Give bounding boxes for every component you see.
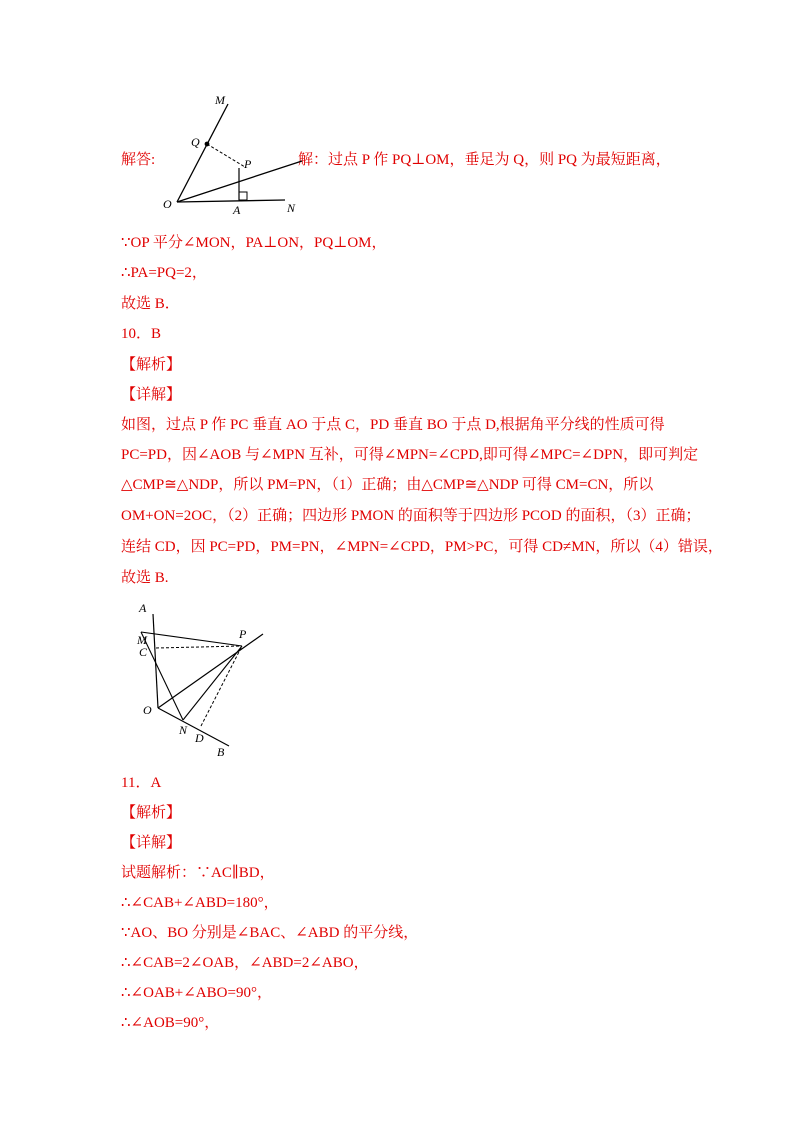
label-a: A bbox=[233, 203, 241, 217]
ray-oa bbox=[153, 614, 158, 708]
text-line: ∵AO、BO 分别是∠BAC、∠ABD 的平分线， bbox=[121, 925, 419, 941]
right-angle-mark bbox=[239, 192, 247, 200]
label-q: Q bbox=[191, 135, 200, 149]
text-line: 连结 CD，因 PC=PD，PM=PN，∠MPN=∠CPD，PM>PC，可得 CD≠MN，所以（4）错误， bbox=[121, 539, 723, 555]
ray-on bbox=[177, 200, 285, 202]
text-line: 试题解析：∵AC∥BD， bbox=[121, 865, 275, 881]
q11-number: 11．A bbox=[121, 775, 162, 791]
figure-quadrilateral bbox=[125, 598, 275, 763]
label-m: M bbox=[215, 93, 225, 107]
label-p: P bbox=[244, 157, 252, 171]
label-c: C bbox=[139, 645, 148, 659]
figure-quadrilateral-svg bbox=[125, 598, 275, 758]
text-line: ∴∠CAB=2∠OAB，∠ABD=2∠ABO， bbox=[121, 955, 369, 971]
segment-np bbox=[183, 646, 242, 720]
label-d: D bbox=[195, 731, 204, 745]
text-line: ∴PA=PQ=2， bbox=[121, 265, 207, 281]
text-line: ∴∠OAB+∠ABO=90°， bbox=[121, 985, 272, 1001]
q11-detail-tag: 【详解】 bbox=[121, 835, 182, 851]
label-p: P bbox=[239, 627, 247, 641]
label-o: O bbox=[143, 703, 152, 717]
label-n: N bbox=[179, 723, 188, 737]
text-line: 故选 B. bbox=[121, 570, 169, 586]
q10-detail-tag: 【详解】 bbox=[121, 387, 182, 403]
q10-number: 10．B bbox=[121, 326, 162, 342]
segment-pq bbox=[207, 144, 245, 167]
figure-angle-bisector-svg bbox=[155, 88, 315, 223]
ray-op bbox=[158, 634, 263, 708]
label-m: M bbox=[137, 633, 147, 647]
text-line: OM+ON=2OC，（2）正确；四边形 PMON 的面积等于四边形 PCOD 的面积，（3）正确； bbox=[121, 508, 701, 524]
text-line: 故选 B． bbox=[121, 296, 180, 312]
segment-cp bbox=[156, 646, 242, 648]
ray-ob bbox=[158, 708, 229, 746]
label-o: O bbox=[163, 197, 172, 211]
point-q bbox=[205, 142, 210, 147]
text-line: PC=PD，因∠AOB 与∠MPN 互补，可得∠MPN=∠CPD,即可得∠MPC=∠DPN，即可判定 bbox=[121, 447, 699, 463]
text-line: 如图，过点 P 作 PC 垂直 AO 于点 C，PD 垂直 BO 于点 D,根据角平分线的性质可得 bbox=[121, 417, 665, 433]
label-a: A bbox=[139, 601, 147, 615]
q10-analysis-tag: 【解析】 bbox=[121, 357, 182, 373]
text-line: ∴∠CAB+∠ABD=180°， bbox=[121, 895, 279, 911]
figure-angle-bisector bbox=[155, 88, 315, 228]
segment-mp bbox=[141, 632, 242, 646]
answer-text: 解：过点 P 作 PQ⊥OM，垂足为 Q，则 PQ 为最短距离， bbox=[298, 152, 671, 168]
label-b: B bbox=[217, 745, 225, 759]
text-line: △CMP≅△NDP，所以 PM=PN，（1）正确；由△CMP≅△NDP 可得 CM=CN，所以 bbox=[121, 477, 654, 493]
label-n: N bbox=[287, 201, 296, 215]
segment-dp bbox=[201, 646, 242, 726]
answer-label: 解答: bbox=[121, 152, 156, 168]
text-line: ∵OP 平分∠MON，PA⊥ON，PQ⊥OM， bbox=[121, 235, 387, 251]
q11-analysis-tag: 【解析】 bbox=[121, 805, 182, 821]
text-line: ∴∠AOB=90°， bbox=[121, 1015, 220, 1031]
